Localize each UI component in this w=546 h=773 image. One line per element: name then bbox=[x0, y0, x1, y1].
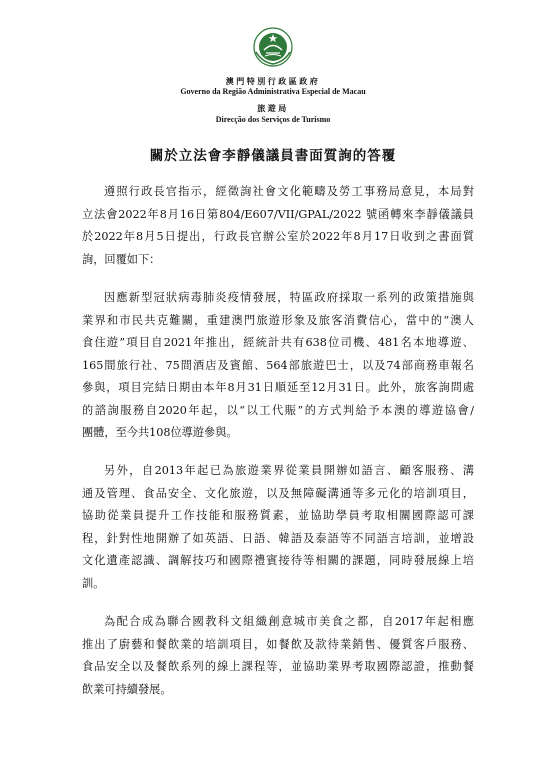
paragraph-line: 165間旅行社、75間酒店及賓館、564部旅遊巴士，以及74部商務車報名 bbox=[82, 358, 474, 372]
paragraph-line: 因應新型冠狀病毒肺炎疫情發展，特區政府採取一系列的政策措施與 bbox=[104, 291, 474, 304]
macao-emblem-icon bbox=[252, 26, 294, 68]
paragraph-line: 於2022年8月5日提出，行政長官辦公室於2022年8月17日收到之書面質 bbox=[82, 230, 474, 243]
paragraph-line: 食住遊”項目自2021年推出，經統計共有638位司機、481名本地導遊、 bbox=[82, 336, 474, 349]
paragraph-line: 程，針對性地開辦了如英語、日語、韓語及泰語等不同語言培訓，並增設 bbox=[82, 531, 474, 545]
paragraph-line: 團體，至今共108位導遊參與。 bbox=[82, 426, 238, 439]
paragraph-line: 另外，自2013年起已為旅遊業界從業員開辦如語言、顧客服務、溝 bbox=[104, 464, 474, 477]
paragraph-line: 參與，項目完結日期由本年8月31日順延至12月31日。此外，旅客詢問處 bbox=[82, 381, 474, 394]
paragraph-line: 飲業可持續發展。 bbox=[82, 682, 172, 696]
paragraph-3 bbox=[82, 460, 474, 595]
paragraph-line: 推出了廚藝和餐飲業的培訓項目，如餐飲及款待業銷售、優質客戶服務、 bbox=[82, 637, 474, 651]
paragraph-line: 立法會2022年8月16日第804/E607/VII/GPAL/2022 號函轉來李靜儀議員 bbox=[82, 207, 474, 221]
header-government-zh: 澳門特別行政區政府 bbox=[225, 76, 321, 86]
document-title: 關於立法會李靜儀議員書面質詢的答覆 bbox=[149, 148, 397, 164]
paragraph-line: 的諮詢服務自2020年起，以“以工代賑”的方式判給予本澳的導遊協會/ bbox=[82, 403, 474, 417]
paragraph-line: 文化遺產認識、調解技巧和國際禮賓接待等相關的課題，同時發展線上培 bbox=[82, 554, 474, 567]
paragraph-line: 食品安全以及餐飲系列的線上課程等，並協助業界考取國際認證，推動餐 bbox=[82, 660, 474, 673]
header-department-zh: 旅遊局 bbox=[257, 103, 289, 113]
paragraph-line: 遵照行政長官指示，經徵詢社會文化範疇及勞工事務局意見，本局對 bbox=[104, 185, 474, 198]
paragraph-2 bbox=[82, 287, 474, 445]
paragraph-line: 協助從業員提升工作技能和服務質素，並協助學員考取相關國際認可課 bbox=[82, 509, 474, 522]
paragraph-1 bbox=[82, 181, 474, 271]
header-government-pt: Governo da Região Administrativa Especial de Macau bbox=[180, 87, 366, 96]
paragraph-line: 詢，回覆如下： bbox=[82, 252, 161, 266]
header-department-pt: Direcção dos Serviços de Turismo bbox=[215, 115, 331, 124]
paragraph-4 bbox=[82, 611, 474, 701]
paragraph-line: 為配合成為聯合國教科文組織創意城市美食之都，自2017年起相應 bbox=[104, 615, 474, 628]
paragraph-line: 業界和市民共克難關，重建澳門旅遊形象及旅客消費信心，當中的“澳人 bbox=[82, 313, 474, 327]
paragraph-line: 訓。 bbox=[82, 576, 105, 590]
paragraph-line: 通及管理、食品安全、文化旅遊，以及無障礙溝通等多元化的培訓項目， bbox=[82, 486, 474, 500]
